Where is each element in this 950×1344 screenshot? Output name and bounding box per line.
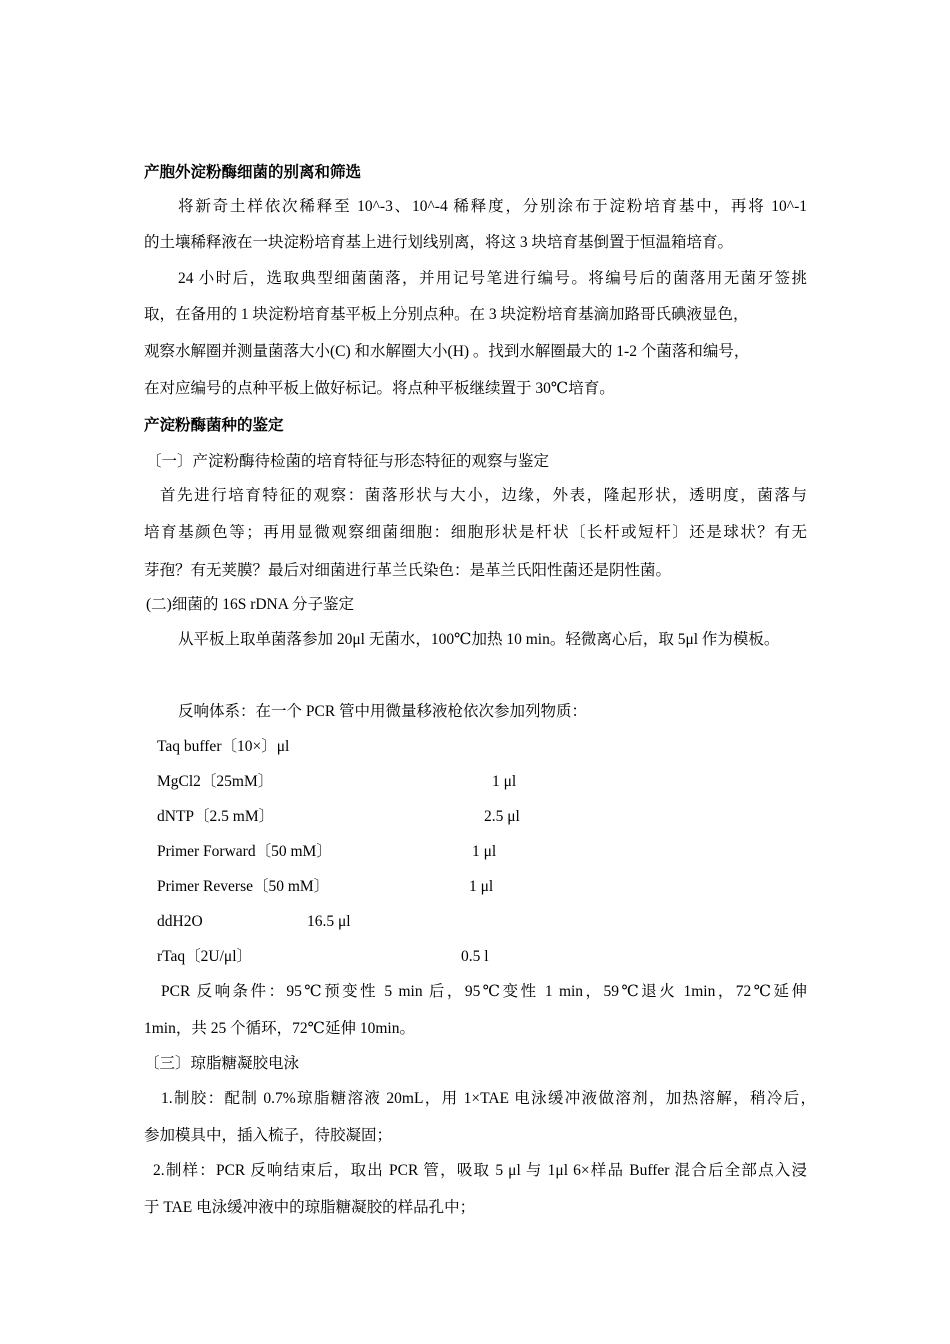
reagent-name: rTaq〔2U/μl〕 [157, 948, 253, 965]
paragraph-line: 芽孢？有无荚膜？最后对细菌进行革兰氏染色：是革兰氏阳性菌还是阴性菌。 [144, 562, 672, 579]
paragraph-line: 24 小时后，选取典型细菌菌落，并用记号笔进行编号。将编号后的菌落用无菌牙签挑 [178, 270, 807, 287]
paragraph-line: 于 TAE 电泳缓冲液中的琼脂糖凝胶的样品孔中； [144, 1199, 476, 1216]
reagent-name: Taq buffer〔10×〕μl [157, 738, 290, 755]
subsection-heading-3: 〔三〕琼脂糖凝胶电泳 [144, 1055, 300, 1072]
paragraph-line: 1.制胶：配制 0.7%琼脂糖溶液 20mL，用 1×TAE 电泳缓冲液做溶剂，加热溶解，稍冷后， [161, 1090, 816, 1107]
reagent-amount: 2.5 μl [484, 808, 520, 825]
paragraph-line: 取，在备用的 1 块淀粉培育基平板上分别点种。在 3 块淀粉培育基滴加路哥氏碘液显色， [144, 306, 749, 323]
section-heading-isolation: 产胞外淀粉酶细菌的别离和筛选 [144, 164, 362, 181]
paragraph-line: 在对应编号的点种平板上做好标记。将点种平板继续置于 30℃培育。 [144, 380, 615, 397]
reagent-amount: 0.5 l [461, 948, 489, 965]
reagent-amount: 1 μl [492, 773, 517, 790]
reagent-amount: 16.5 μl [307, 913, 351, 930]
paragraph-line: 参加模具中，插入梳子，待胶凝固； [144, 1127, 393, 1144]
paragraph-line: 培育基颜色等；再用显微观察细菌细胞：细胞形状是杆状〔长杆或短杆〕还是球状？有无 [144, 524, 807, 541]
reagent-amount: 1 μl [472, 843, 497, 860]
reagent-name: MgCl2〔25mM〕 [157, 773, 274, 790]
paragraph-line: 观察水解圈并测量菌落大小(C) 和水解圈大小(H) 。找到水解圈最大的 1-2 个菌落和编号， [144, 343, 750, 360]
paragraph-line: PCR 反响条件：95℃预变性 5 min 后，95℃变性 1 min，59℃退火 1min，72℃延伸 [161, 983, 807, 1000]
subsection-heading-1: 〔一〕产淀粉酶待检菌的培育特征与形态特征的观察与鉴定 [146, 453, 550, 470]
subsection-heading-2: (二)细菌的 16S rDNA 分子鉴定 [146, 596, 354, 613]
paragraph-line: 2.制样：PCR 反响结束后，取出 PCR 管，吸取 5 μl 与 1μl 6×样品 Buffer 混合后全部点入浸 [153, 1162, 807, 1179]
reagent-name: dNTP〔2.5 mM〕 [157, 808, 275, 825]
paragraph-line: 1min，共 25 个循环，72℃延伸 10min。 [144, 1020, 415, 1037]
paragraph-line: 的土壤稀释液在一块淀粉培育基上进行划线别离，将这 3 块培育基倒置于恒温箱培育。 [144, 234, 734, 251]
section-heading-identification: 产淀粉酶菌种的鉴定 [144, 417, 284, 434]
paragraph-line: 从平板上取单菌落参加 20μl 无菌水，100℃加热 10 min。轻微离心后，取 5μl 作为模板。 [178, 631, 780, 648]
paragraph-line: 反响体系：在一个 PCR 管中用微量移液枪依次参加列物质： [178, 703, 588, 720]
paragraph-line: 首先进行培育特征的观察：菌落形状与大小，边缘，外表，隆起形状，透明度，菌落与 [160, 487, 807, 504]
reagent-name: Primer Forward〔50 mM〕 [157, 843, 332, 860]
reagent-name: Primer Reverse〔50 mM〕 [157, 878, 330, 895]
reagent-amount: 1 μl [469, 878, 494, 895]
paragraph-line: 将新奇土样依次稀释至 10^-3、10^-4 稀释度，分别涂布于淀粉培育基中，再将 10^-1 [178, 198, 807, 215]
reagent-name: ddH2O [157, 913, 203, 930]
